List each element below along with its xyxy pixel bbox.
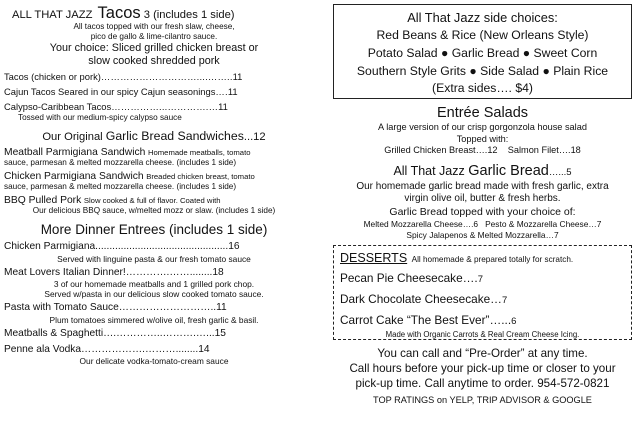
sandwich-bbq — [4, 195, 304, 206]
garlic-desc-2: virgin olive oil, butter & fresh herbs. — [404, 193, 561, 204]
item-name: Pecan Pie Cheesecake…. — [340, 270, 478, 285]
sandwich-chicken — [4, 171, 304, 182]
dinner-item-penne-vodka — [4, 344, 304, 356]
tacos-item-cajun — [4, 86, 304, 98]
item-name: Penne ala Vodka — [4, 344, 82, 356]
item-dots: …. — [215, 86, 228, 98]
garlic-opt-jalapeno: Spicy Jalapenos & Melted Mozzarella…7 — [406, 229, 559, 240]
garlic-title-suffix: …...5 — [548, 166, 572, 178]
garlic-title-prefix: All That Jazz — [393, 163, 465, 178]
tacos-desc-2: pico de gallo & lime-cilantro sauce. — [90, 32, 218, 41]
item-price: 11 — [216, 302, 227, 314]
sides-line-1: Red Beans & Rice (New Orleans Style) — [376, 28, 589, 42]
item-name: Tacos (chicken or pork) — [4, 71, 101, 83]
sandwich-meatball — [4, 147, 304, 158]
item-price: 16 — [228, 241, 240, 253]
salad-opt-chicken: Grilled Chicken Breast….12 — [384, 145, 498, 155]
tacos-title-prefix: ALL THAT JAZZ — [12, 9, 93, 21]
dessert-pecan — [340, 270, 625, 288]
garlic-opt-mozz: Melted Mozzarella Cheese….6 — [363, 218, 479, 229]
item-dots: ………….……........ — [125, 266, 213, 278]
item-name: Meat Lovers Italian Dinner! — [4, 266, 126, 278]
item-price: 6 — [511, 315, 517, 327]
item-price: 18 — [212, 266, 224, 278]
item-dots: ……………….………........ — [81, 344, 199, 356]
sides-line-2: Potato Salad ● Garlic Bread ● Sweet Corn — [367, 46, 598, 60]
sides-line-3: Southern Style Grits ● Side Salad ● Plain Rice — [356, 64, 609, 78]
sides-line-4: (Extra sides…. $4) — [432, 81, 533, 95]
garlic-desc-1: Our homemade garlic bread made with fresh garlic, extra — [356, 180, 609, 192]
dinner-meat-lovers-desc-2: Served w/pasta in our delicious slow cooked tomato sauce. — [44, 289, 264, 300]
footer-line-1: You can call and “Pre-Order” at any time. — [377, 346, 588, 360]
sandwiches-heading — [4, 129, 304, 144]
item-name: Dark Chocolate Cheesecake… — [340, 291, 502, 306]
footer-line-2: Call hours before your pick-up time or closer to your — [349, 361, 616, 375]
dinner-item-meatballs-spaghetti — [4, 328, 304, 340]
dessert-chocolate — [340, 291, 625, 309]
dessert-carrot — [340, 312, 625, 330]
item-desc: Homemade meatballs, tomato — [147, 148, 251, 158]
tacos-choice-2: slow cooked shredded pork — [88, 55, 220, 68]
garlic-opt-pesto: Pesto & Mozzarella Cheese…7 — [485, 218, 602, 229]
garlic-title-main: Garlic Bread — [468, 162, 549, 179]
desserts-heading — [340, 250, 625, 267]
left-column — [4, 6, 304, 366]
item-name: Meatballs & Spaghetti — [4, 327, 104, 339]
garlic-topped: Garlic Bread topped with your choice of: — [389, 205, 576, 218]
tacos-choice-1: Your choice: Sliced grilled chicken breast or — [49, 42, 259, 54]
dinner-title-suffix: (includes 1 side) — [169, 222, 268, 238]
tacos-item-calypso — [4, 101, 304, 113]
sandwich-chicken-desc: sauce, parmesan & melted mozzarella cheese. (includes 1 side) — [4, 182, 237, 192]
dinner-item-chicken-parm — [4, 241, 304, 253]
dessert-carrot-desc: Made with Organic Carrots & Real Cream Cheese Icing. — [385, 329, 580, 339]
right-column — [333, 4, 632, 406]
tacos-item-plain — [4, 71, 304, 83]
item-dots: ……………………….. — [118, 302, 217, 314]
item-dots: ….…………..……….…... — [103, 327, 215, 339]
item-price: 14 — [198, 344, 210, 356]
sandwiches-title-main: Garlic Bread Sandwiches — [105, 129, 244, 144]
tacos-title-suffix: 3 (includes 1 side) — [143, 9, 235, 21]
item-name: BBQ Pulled Pork — [4, 195, 82, 207]
sandwich-meatball-desc: sauce, parmesan & melted mozzarella cheese. (includes 1 side) — [4, 158, 237, 168]
item-dots: ……………...………….… — [111, 101, 219, 113]
salads-options — [333, 145, 632, 157]
dinner-pasta-tomato-desc: Plum tomatoes simmered w/olive oil, fresh garlic & basil. — [49, 314, 259, 325]
tacos-calypso-desc: Tossed with our medium-spicy calypso sauce — [18, 113, 182, 123]
item-desc: Breaded chicken breast, tomato — [146, 172, 255, 182]
dinner-item-meat-lovers — [4, 267, 304, 279]
sides-box — [333, 4, 632, 99]
item-name: Chicken Parmigiana — [4, 241, 96, 253]
garlic-options-row — [333, 219, 632, 230]
salads-desc: A large version of our crisp gorgonzola house salad — [378, 122, 587, 132]
footer-ratings: TOP RATINGS on YELP, TRIP ADVISOR & GOOGLE — [373, 394, 592, 405]
sandwiches-title-suffix: ...12 — [243, 131, 266, 144]
tacos-desc-1: All tacos topped with our fresh slaw, cheese, — [73, 22, 235, 31]
item-name: Chicken Parmigiana Sandwich — [4, 171, 144, 183]
item-price: 11 — [227, 86, 238, 98]
footer-line-3: pick-up time. Call anytime to order. 954-572-0821 — [355, 376, 610, 390]
dinner-item-pasta-tomato — [4, 302, 304, 314]
item-price: 7 — [501, 294, 508, 306]
item-price: 11 — [232, 71, 243, 83]
item-dots: ............................................... — [95, 241, 229, 253]
salads-title: Entrée Salads — [436, 105, 529, 121]
sandwich-bbq-desc: Our delicious BBQ sauce, w/melted mozz or slaw. (includes 1 side) — [32, 206, 276, 216]
dinner-chicken-parm-desc: Served with linguine pasta & our fresh tomato sauce — [57, 253, 251, 264]
item-name: Cajun Tacos Seared in our spicy Cajun seasonings — [4, 86, 216, 98]
item-desc: Slow cooked & full of flavor. Coated with — [83, 196, 221, 206]
item-price: 15 — [214, 327, 226, 339]
item-price: 7 — [477, 273, 484, 285]
dinner-heading — [4, 222, 304, 238]
tacos-title-main: Tacos — [97, 4, 141, 22]
dinner-meat-lovers-desc-1: 3 of our homemade meatballs and 1 grilled pork chop. — [53, 279, 255, 290]
item-price: 11 — [218, 101, 228, 113]
desserts-title: DESSERTS — [340, 250, 408, 265]
salad-opt-salmon: Salmon Filet….18 — [507, 145, 581, 155]
tacos-heading — [4, 6, 304, 22]
item-name: Calypso-Caribbean Tacos — [4, 101, 112, 113]
dinner-penne-vodka-desc: Our delicate vodka-tomato-cream sauce — [79, 356, 229, 367]
item-name: Carrot Cake “The Best Ever”…... — [340, 312, 512, 327]
item-name: Meatball Parmigiana Sandwich — [4, 147, 146, 159]
salads-topped: Topped with: — [456, 133, 509, 144]
desserts-box — [333, 245, 632, 340]
item-name: Pasta with Tomato Sauce — [4, 302, 119, 314]
desserts-note: All homemade & prepared totally for scratch. — [411, 254, 574, 264]
dinner-title-main: More Dinner Entrees — [40, 222, 166, 238]
sandwiches-title-prefix: Our Original — [42, 131, 103, 144]
garlic-heading — [333, 163, 632, 181]
sides-title: All That Jazz side choices: — [407, 10, 558, 25]
item-dots: …………………………....…….. — [100, 71, 233, 83]
